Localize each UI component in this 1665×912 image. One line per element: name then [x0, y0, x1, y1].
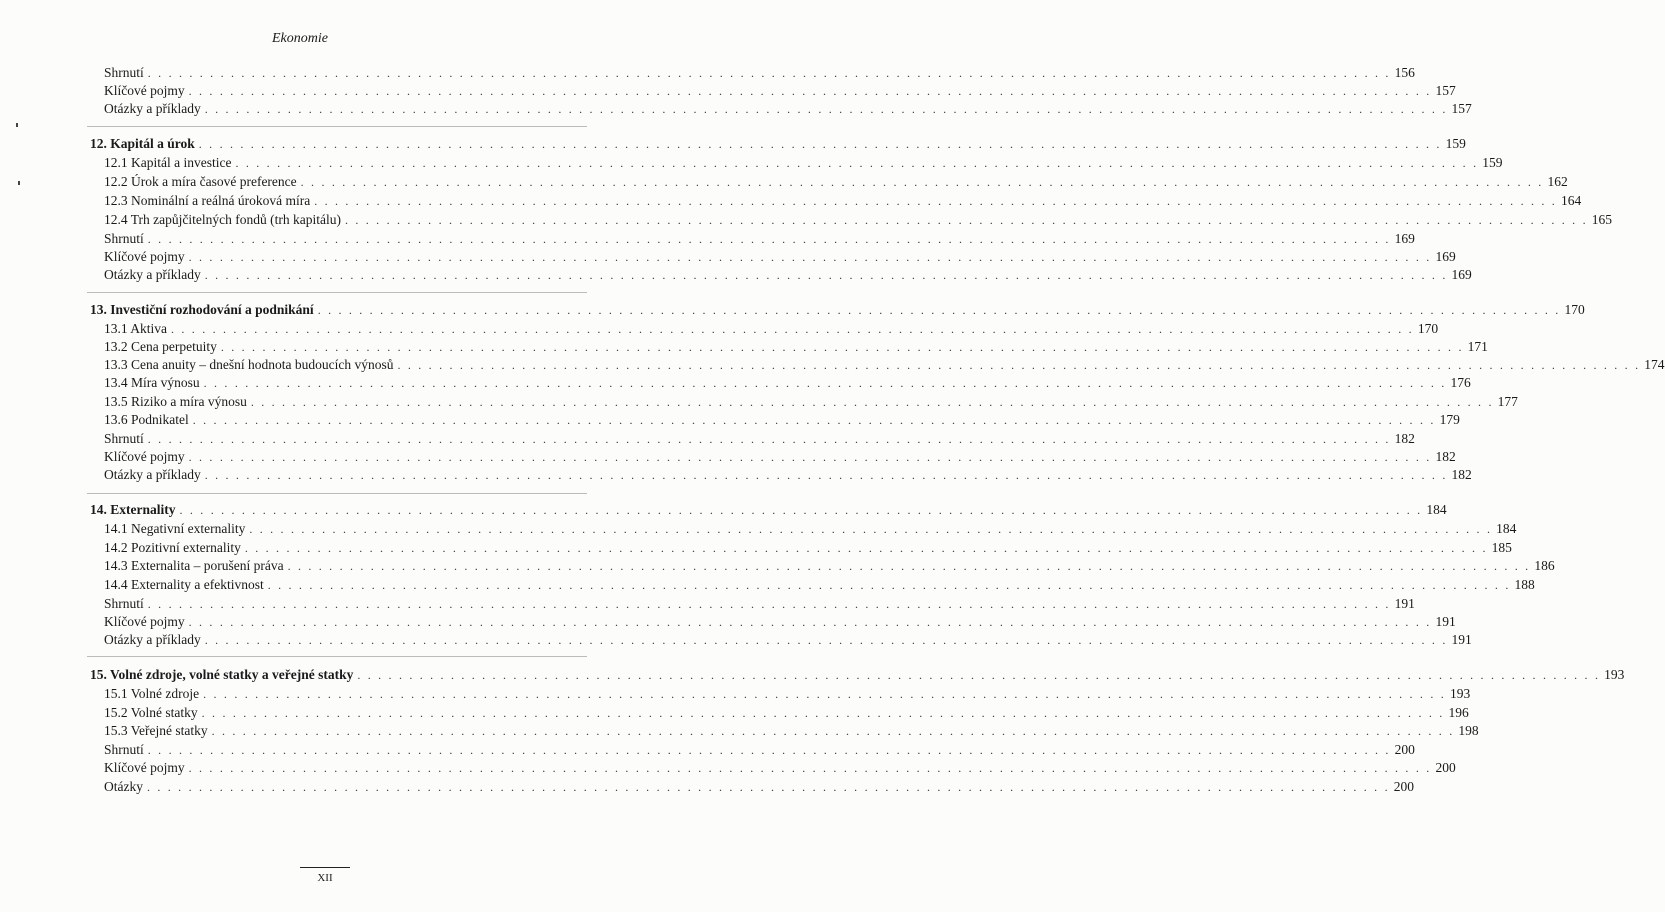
toc-entry[interactable]: [104, 64, 1415, 82]
toc-label: 13.3 Cena anuity – dnešní hodnota budoucích výnosů: [104, 357, 394, 372]
toc-chapter[interactable]: [90, 666, 1625, 684]
toc-section[interactable]: [104, 320, 1439, 338]
toc-entry[interactable]: [104, 466, 1472, 484]
toc-label: Otázky a příklady: [104, 632, 201, 647]
toc-page-number: 200: [1435, 760, 1456, 775]
toc-section[interactable]: [104, 685, 1471, 703]
toc-page-number: 157: [1435, 83, 1456, 98]
toc-label: 15. Volné zdroje, volné statky a veřejné statky: [90, 667, 354, 682]
toc-page-number: 188: [1514, 577, 1535, 592]
dot-leader: . . . . . . . . . . . . . . . . . . . . . . . . . . . . . . . . . . . . . . . . . . . . . . . . . . . . . . . . . . . . . . . . . . . . . . . . . . . . . . . . . . . . . . . . . . . . . . . . . . . . . . . . . . . . . . . . . . . . . . . .: [192, 413, 1436, 427]
toc-page-number: 182: [1451, 467, 1472, 482]
toc-page-number: 179: [1439, 412, 1460, 427]
toc-label: Klíčové pojmy: [104, 760, 185, 775]
toc-page-number: 184: [1496, 521, 1517, 536]
toc-entry[interactable]: [104, 266, 1472, 284]
toc-label: 14.2 Pozitivní externality: [104, 540, 241, 555]
toc-page-number: 164: [1561, 193, 1582, 208]
toc-section[interactable]: [104, 393, 1518, 411]
toc-label: 13.2 Cena perpetuity: [104, 339, 217, 354]
toc-entry[interactable]: [104, 741, 1415, 759]
chapter-divider: [87, 493, 587, 494]
dot-leader: . . . . . . . . . . . . . . . . . . . . . . . . . . . . . . . . . . . . . . . . . . . . . . . . . . . . . . . . . . . . . . . . . . . . . . . . . . . . . . . . . . . . . . . . . . . . . . . . . . . . . . . . . . . . . . . . . . . . . . . .: [198, 137, 1442, 151]
chapter-divider: [87, 656, 587, 657]
dot-leader: . . . . . . . . . . . . . . . . . . . . . . . . . . . . . . . . . . . . . . . . . . . . . . . . . . . . . . . . . . . . . . . . . . . . . . . . . . . . . . . . . . . . . . . . . . . . . . . . . . . . . . . . . . . . . . . . . . . . . . . .: [244, 541, 1488, 555]
toc-label: Klíčové pojmy: [104, 449, 185, 464]
toc-page-number: 196: [1448, 705, 1469, 720]
toc-page-number: 191: [1451, 632, 1472, 647]
toc-page-number: 185: [1491, 540, 1512, 555]
toc-page-number: 169: [1394, 231, 1415, 246]
toc-page-number: 186: [1534, 558, 1555, 573]
toc-page-number: 171: [1467, 339, 1488, 354]
toc-page-number: 198: [1458, 723, 1479, 738]
toc-label: 15.3 Veřejné statky: [104, 723, 208, 738]
toc-entry[interactable]: [104, 248, 1456, 266]
toc-page-number: 169: [1435, 249, 1456, 264]
toc-label: Otázky a příklady: [104, 467, 201, 482]
toc-entry[interactable]: [104, 778, 1415, 796]
dot-leader: . . . . . . . . . . . . . . . . . . . . . . . . . . . . . . . . . . . . . . . . . . . . . . . . . . . . . . . . . . . . . . . . . . . . . . . . . . . . . . . . . . . . . . . . . . . . . . . . . . . . . . . . . . . . . . . . . . . . . . . .: [211, 724, 1455, 738]
toc-entry[interactable]: [104, 631, 1472, 649]
toc-label: 14.3 Externalita – porušení práva: [104, 558, 284, 573]
toc-page-number: 159: [1445, 136, 1466, 151]
toc-label: 12.2 Úrok a míra časové preference: [104, 174, 297, 189]
dot-leader: . . . . . . . . . . . . . . . . . . . . . . . . . . . . . . . . . . . . . . . . . . . . . . . . . . . . . . . . . . . . . . . . . . . . . . . . . . . . . . . . . . . . . . . . . . . . . . . . . . . . . . . . . . . . . . . . . . . . . . . .: [250, 395, 1494, 409]
toc-section[interactable]: [104, 154, 1503, 172]
toc-chapter[interactable]: [90, 501, 1447, 519]
toc-label: 12.4 Trh zapůjčitelných fondů (trh kapitálu): [104, 212, 341, 227]
toc-page-number: 191: [1435, 614, 1456, 629]
dot-leader: . . . . . . . . . . . . . . . . . . . . . . . . . . . . . . . . . . . . . . . . . . . . . . . . . . . . . . . . . . . . . . . . . . . . . . . . . . . . . . . . . . . . . . . . . . . . . . . . . . . . . . . . . . . . . . . . . . . . . . . .: [188, 450, 1432, 464]
dot-leader: . . . . . . . . . . . . . . . . . . . . . . . . . . . . . . . . . . . . . . . . . . . . . . . . . . . . . . . . . . . . . . . . . . . . . . . . . . . . . . . . . . . . . . . . . . . . . . . . . . . . . . . . . . . . . . . . . . . . . . . .: [357, 668, 1601, 682]
dot-leader: . . . . . . . . . . . . . . . . . . . . . . . . . . . . . . . . . . . . . . . . . . . . . . . . . . . . . . . . . . . . . . . . . . . . . . . . . . . . . . . . . . . . . . . . . . . . . . . . . . . . . . . . . . . . . . . . . . . . . . . .: [188, 84, 1432, 98]
toc-section[interactable]: [104, 192, 1582, 210]
toc-page-number: 176: [1450, 375, 1471, 390]
toc-section[interactable]: [104, 173, 1568, 191]
dot-leader: . . . . . . . . . . . . . . . . . . . . . . . . . . . . . . . . . . . . . . . . . . . . . . . . . . . . . . . . . . . . . . . . . . . . . . . . . . . . . . . . . . . . . . . . . . . . . . . . . . . . . . . . . . . . . . . . . . . . . . . .: [235, 156, 1479, 170]
toc-label: 14. Externality: [90, 502, 176, 517]
toc-label: Shrnutí: [104, 596, 144, 611]
margin-mark: [18, 181, 20, 185]
dot-leader: . . . . . . . . . . . . . . . . . . . . . . . . . . . . . . . . . . . . . . . . . . . . . . . . . . . . . . . . . . . . . . . . . . . . . . . . . . . . . . . . . . . . . . . . . . . . . . . . . . . . . . . . . . . . . . . . . . . . . . . .: [201, 706, 1445, 720]
toc-entry[interactable]: [104, 759, 1456, 777]
toc-section[interactable]: [104, 211, 1613, 229]
toc-page-number: 177: [1497, 394, 1518, 409]
toc-label: Otázky: [104, 779, 143, 794]
toc-page-number: 182: [1394, 431, 1415, 446]
toc-section[interactable]: [104, 411, 1460, 429]
toc-page-number: 169: [1451, 267, 1472, 282]
dot-leader: . . . . . . . . . . . . . . . . . . . . . . . . . . . . . . . . . . . . . . . . . . . . . . . . . . . . . . . . . . . . . . . . . . . . . . . . . . . . . . . . . . . . . . . . . . . . . . . . . . . . . . . . . . . . . . . . . . . . . . . .: [203, 376, 1447, 390]
toc-entry[interactable]: [104, 430, 1415, 448]
toc-page-number: 200: [1393, 779, 1415, 794]
toc-label: 12.1 Kapitál a investice: [104, 155, 232, 170]
dot-leader: . . . . . . . . . . . . . . . . . . . . . . . . . . . . . . . . . . . . . . . . . . . . . . . . . . . . . . . . . . . . . . . . . . . . . . . . . . . . . . . . . . . . . . . . . . . . . . . . . . . . . . . . . . . . . . . . . . . . . . . .: [146, 780, 1390, 794]
toc-page-number: 157: [1451, 101, 1472, 116]
toc-page-number: 156: [1394, 65, 1415, 80]
chapter-divider: [87, 292, 587, 293]
chapter-divider: [87, 126, 587, 127]
toc-entry[interactable]: [104, 230, 1415, 248]
dot-leader: . . . . . . . . . . . . . . . . . . . . . . . . . . . . . . . . . . . . . . . . . . . . . . . . . . . . . . . . . . . . . . . . . . . . . . . . . . . . . . . . . . . . . . . . . . . . . . . . . . . . . . . . . . . . . . . . . . . . . . . .: [147, 66, 1391, 80]
toc-label: Otázky a příklady: [104, 267, 201, 282]
toc-page-number: 162: [1547, 174, 1568, 189]
dot-leader: . . . . . . . . . . . . . . . . . . . . . . . . . . . . . . . . . . . . . . . . . . . . . . . . . . . . . . . . . . . . . . . . . . . . . . . . . . . . . . . . . . . . . . . . . . . . . . . . . . . . . . . . . . . . . . . . . . . . . . . .: [317, 303, 1561, 317]
footer-rule: [300, 867, 350, 868]
dot-leader: . . . . . . . . . . . . . . . . . . . . . . . . . . . . . . . . . . . . . . . . . . . . . . . . . . . . . . . . . . . . . . . . . . . . . . . . . . . . . . . . . . . . . . . . . . . . . . . . . . . . . . . . . . . . . . . . . . . . . . . .: [204, 268, 1448, 282]
dot-leader: . . . . . . . . . . . . . . . . . . . . . . . . . . . . . . . . . . . . . . . . . . . . . . . . . . . . . . . . . . . . . . . . . . . . . . . . . . . . . . . . . . . . . . . . . . . . . . . . . . . . . . . . . . . . . . . . . . . . . . . .: [179, 503, 1423, 517]
dot-leader: . . . . . . . . . . . . . . . . . . . . . . . . . . . . . . . . . . . . . . . . . . . . . . . . . . . . . . . . . . . . . . . . . . . . . . . . . . . . . . . . . . . . . . . . . . . . . . . . . . . . . . . . . . . . . . . . . . . . . . . .: [204, 468, 1448, 482]
toc-page-number: 165: [1591, 212, 1613, 227]
toc-label: Shrnutí: [104, 431, 144, 446]
dot-leader: . . . . . . . . . . . . . . . . . . . . . . . . . . . . . . . . . . . . . . . . . . . . . . . . . . . . . . . . . . . . . . . . . . . . . . . . . . . . . . . . . . . . . . . . . . . . . . . . . . . . . . . . . . . . . . . . . . . . . . . .: [147, 597, 1391, 611]
toc-label: 14.1 Negativní externality: [104, 521, 246, 536]
toc-label: 13.4 Míra výnosu: [104, 375, 200, 390]
toc-section[interactable]: [104, 722, 1479, 740]
toc-page-number: 193: [1604, 667, 1625, 682]
dot-leader: . . . . . . . . . . . . . . . . . . . . . . . . . . . . . . . . . . . . . . . . . . . . . . . . . . . . . . . . . . . . . . . . . . . . . . . . . . . . . . . . . . . . . . . . . . . . . . . . . . . . . . . . . . . . . . . . . . . . . . . .: [397, 358, 1641, 372]
toc-chapter[interactable]: [90, 135, 1466, 153]
dot-leader: . . . . . . . . . . . . . . . . . . . . . . . . . . . . . . . . . . . . . . . . . . . . . . . . . . . . . . . . . . . . . . . . . . . . . . . . . . . . . . . . . . . . . . . . . . . . . . . . . . . . . . . . . . . . . . . . . . . . . . . .: [147, 743, 1391, 757]
toc-entry[interactable]: [104, 595, 1415, 613]
running-header: Ekonomie: [272, 31, 328, 46]
toc-label: Klíčové pojmy: [104, 83, 185, 98]
toc-section[interactable]: [104, 557, 1555, 575]
toc-page-number: 174: [1644, 357, 1665, 372]
toc-page-number: 193: [1449, 686, 1471, 701]
toc-page-number: 170: [1417, 321, 1439, 336]
toc-entry[interactable]: [104, 613, 1456, 631]
dot-leader: . . . . . . . . . . . . . . . . . . . . . . . . . . . . . . . . . . . . . . . . . . . . . . . . . . . . . . . . . . . . . . . . . . . . . . . . . . . . . . . . . . . . . . . . . . . . . . . . . . . . . . . . . . . . . . . . . . . . . . . .: [267, 578, 1511, 592]
toc-section[interactable]: [104, 520, 1517, 538]
toc-chapter[interactable]: [90, 301, 1585, 319]
dot-leader: . . . . . . . . . . . . . . . . . . . . . . . . . . . . . . . . . . . . . . . . . . . . . . . . . . . . . . . . . . . . . . . . . . . . . . . . . . . . . . . . . . . . . . . . . . . . . . . . . . . . . . . . . . . . . . . . . . . . . . . .: [188, 250, 1432, 264]
toc-label: 13. Investiční rozhodování a podnikání: [90, 302, 314, 317]
dot-leader: . . . . . . . . . . . . . . . . . . . . . . . . . . . . . . . . . . . . . . . . . . . . . . . . . . . . . . . . . . . . . . . . . . . . . . . . . . . . . . . . . . . . . . . . . . . . . . . . . . . . . . . . . . . . . . . . . . . . . . . .: [188, 761, 1432, 775]
toc-label: 13.5 Riziko a míra výnosu: [104, 394, 247, 409]
dot-leader: . . . . . . . . . . . . . . . . . . . . . . . . . . . . . . . . . . . . . . . . . . . . . . . . . . . . . . . . . . . . . . . . . . . . . . . . . . . . . . . . . . . . . . . . . . . . . . . . . . . . . . . . . . . . . . . . . . . . . . . .: [204, 633, 1448, 647]
toc-section[interactable]: [104, 704, 1469, 722]
toc-page-number: 200: [1394, 742, 1415, 757]
toc-label: Shrnutí: [104, 742, 144, 757]
toc-label: Shrnutí: [104, 65, 144, 80]
toc-label: Klíčové pojmy: [104, 249, 185, 264]
dot-leader: . . . . . . . . . . . . . . . . . . . . . . . . . . . . . . . . . . . . . . . . . . . . . . . . . . . . . . . . . . . . . . . . . . . . . . . . . . . . . . . . . . . . . . . . . . . . . . . . . . . . . . . . . . . . . . . . . . . . . . . .: [314, 194, 1557, 208]
dot-leader: . . . . . . . . . . . . . . . . . . . . . . . . . . . . . . . . . . . . . . . . . . . . . . . . . . . . . . . . . . . . . . . . . . . . . . . . . . . . . . . . . . . . . . . . . . . . . . . . . . . . . . . . . . . . . . . . . . . . . . . .: [344, 213, 1588, 227]
toc-section[interactable]: [104, 539, 1512, 557]
toc-entry[interactable]: [104, 448, 1456, 466]
toc-entry[interactable]: [104, 82, 1456, 100]
toc-page-number: 159: [1482, 155, 1503, 170]
toc-section[interactable]: [104, 576, 1535, 594]
dot-leader: . . . . . . . . . . . . . . . . . . . . . . . . . . . . . . . . . . . . . . . . . . . . . . . . . . . . . . . . . . . . . . . . . . . . . . . . . . . . . . . . . . . . . . . . . . . . . . . . . . . . . . . . . . . . . . . . . . . . . . . .: [147, 432, 1391, 446]
dot-leader: . . . . . . . . . . . . . . . . . . . . . . . . . . . . . . . . . . . . . . . . . . . . . . . . . . . . . . . . . . . . . . . . . . . . . . . . . . . . . . . . . . . . . . . . . . . . . . . . . . . . . . . . . . . . . . . . . . . . . . . .: [188, 615, 1432, 629]
toc-label: 12.3 Nominální a reálná úroková míra: [104, 193, 311, 208]
dot-leader: . . . . . . . . . . . . . . . . . . . . . . . . . . . . . . . . . . . . . . . . . . . . . . . . . . . . . . . . . . . . . . . . . . . . . . . . . . . . . . . . . . . . . . . . . . . . . . . . . . . . . . . . . . . . . . . . . . . . . . . .: [220, 340, 1464, 354]
dot-leader: . . . . . . . . . . . . . . . . . . . . . . . . . . . . . . . . . . . . . . . . . . . . . . . . . . . . . . . . . . . . . . . . . . . . . . . . . . . . . . . . . . . . . . . . . . . . . . . . . . . . . . . . . . . . . . . . . . . . . . . .: [171, 322, 1414, 336]
toc-label: Shrnutí: [104, 231, 144, 246]
toc-label: 13.1 Aktiva: [104, 321, 167, 336]
toc-label: 15.1 Volné zdroje: [104, 686, 200, 701]
margin-mark: [16, 123, 18, 127]
toc-section[interactable]: [104, 338, 1488, 356]
toc-section[interactable]: [104, 356, 1665, 374]
toc-label: Klíčové pojmy: [104, 614, 185, 629]
toc-label: Otázky a příklady: [104, 101, 201, 116]
dot-leader: . . . . . . . . . . . . . . . . . . . . . . . . . . . . . . . . . . . . . . . . . . . . . . . . . . . . . . . . . . . . . . . . . . . . . . . . . . . . . . . . . . . . . . . . . . . . . . . . . . . . . . . . . . . . . . . . . . . . . . . .: [287, 559, 1531, 573]
dot-leader: . . . . . . . . . . . . . . . . . . . . . . . . . . . . . . . . . . . . . . . . . . . . . . . . . . . . . . . . . . . . . . . . . . . . . . . . . . . . . . . . . . . . . . . . . . . . . . . . . . . . . . . . . . . . . . . . . . . . . . . .: [249, 522, 1493, 536]
toc-page-number: 184: [1426, 502, 1447, 517]
toc-entry[interactable]: [104, 100, 1472, 118]
dot-leader: . . . . . . . . . . . . . . . . . . . . . . . . . . . . . . . . . . . . . . . . . . . . . . . . . . . . . . . . . . . . . . . . . . . . . . . . . . . . . . . . . . . . . . . . . . . . . . . . . . . . . . . . . . . . . . . . . . . . . . . .: [300, 175, 1544, 189]
page-number: XII: [317, 872, 333, 884]
toc-label: 15.2 Volné statky: [104, 705, 198, 720]
dot-leader: . . . . . . . . . . . . . . . . . . . . . . . . . . . . . . . . . . . . . . . . . . . . . . . . . . . . . . . . . . . . . . . . . . . . . . . . . . . . . . . . . . . . . . . . . . . . . . . . . . . . . . . . . . . . . . . . . . . . . . . .: [147, 232, 1391, 246]
toc-page-number: 182: [1435, 449, 1456, 464]
toc-section[interactable]: [104, 374, 1471, 392]
toc-label: 13.6 Podnikatel: [104, 412, 189, 427]
toc-label: 14.4 Externality a efektivnost: [104, 577, 264, 592]
toc-label: 12. Kapitál a úrok: [90, 136, 195, 151]
toc-page-number: 170: [1564, 302, 1585, 317]
toc-page-number: 191: [1394, 596, 1415, 611]
dot-leader: . . . . . . . . . . . . . . . . . . . . . . . . . . . . . . . . . . . . . . . . . . . . . . . . . . . . . . . . . . . . . . . . . . . . . . . . . . . . . . . . . . . . . . . . . . . . . . . . . . . . . . . . . . . . . . . . . . . . . . . .: [203, 687, 1446, 701]
dot-leader: . . . . . . . . . . . . . . . . . . . . . . . . . . . . . . . . . . . . . . . . . . . . . . . . . . . . . . . . . . . . . . . . . . . . . . . . . . . . . . . . . . . . . . . . . . . . . . . . . . . . . . . . . . . . . . . . . . . . . . . .: [204, 102, 1448, 116]
